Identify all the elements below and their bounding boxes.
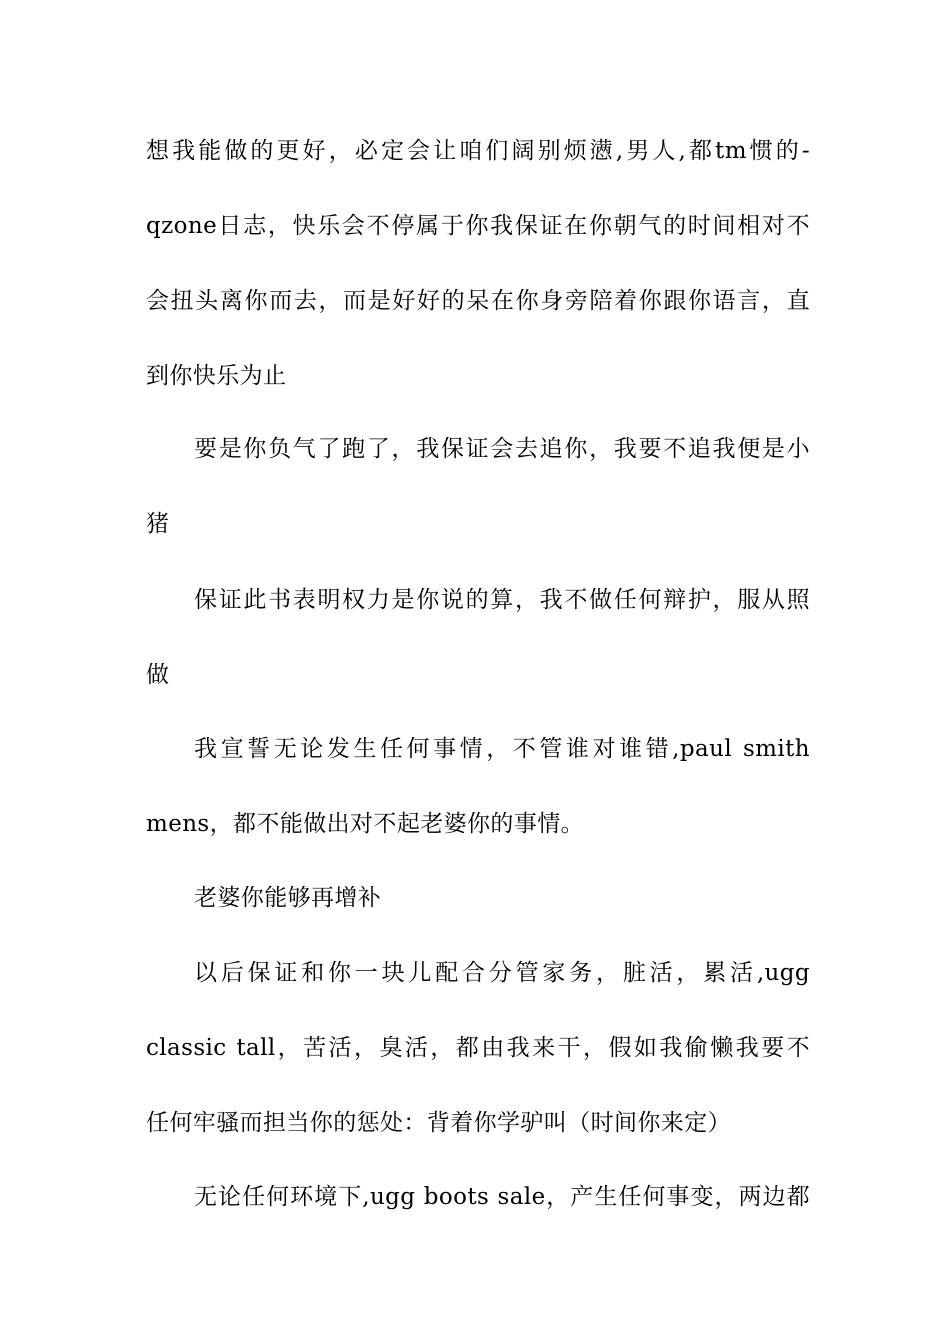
text-line-12: 以后保证和你一块儿配合分管家务，脏活，累活,ugg [194,960,810,986]
text-line-7: 保证此书表明权力是你说的算，我不做任何辩护，服从照 [194,587,810,613]
text-line-13: classic tall，苦活，臭活，都由我来干，假如我偷懒我要不 [146,1035,810,1061]
text-line-1: 想我能做的更好，必定会让咱们阔别烦懑,男人,都tm惯的- [146,138,810,164]
text-line-14: 任何牢骚而担当你的惩处：背着你学驴叫（时间你来定） [146,1110,731,1136]
text-line-5: 要是你负气了跑了，我保证会去追你，我要不追我便是小 [194,436,810,462]
text-line-6: 猪 [146,511,170,537]
text-line-11: 老婆你能够再增补 [194,885,382,911]
text-line-2: qzone日志，快乐会不停属于你我保证在你朝气的时间相对不 [146,213,810,239]
text-line-4: 到你快乐为止 [146,363,287,389]
text-line-15: 无论任何环境下,ugg boots sale，产生任何事变，两边都 [194,1184,810,1210]
text-line-10: mens，都不能做出对不起老婆你的事情。 [146,811,585,837]
text-line-8: 做 [146,662,170,688]
text-line-3: 会扭头离你而去，而是好好的呆在你身旁陪着你跟你语言，直 [146,288,810,314]
text-line-9: 我宣誓无论发生任何事情，不管谁对谁错,paul smith [194,736,810,762]
